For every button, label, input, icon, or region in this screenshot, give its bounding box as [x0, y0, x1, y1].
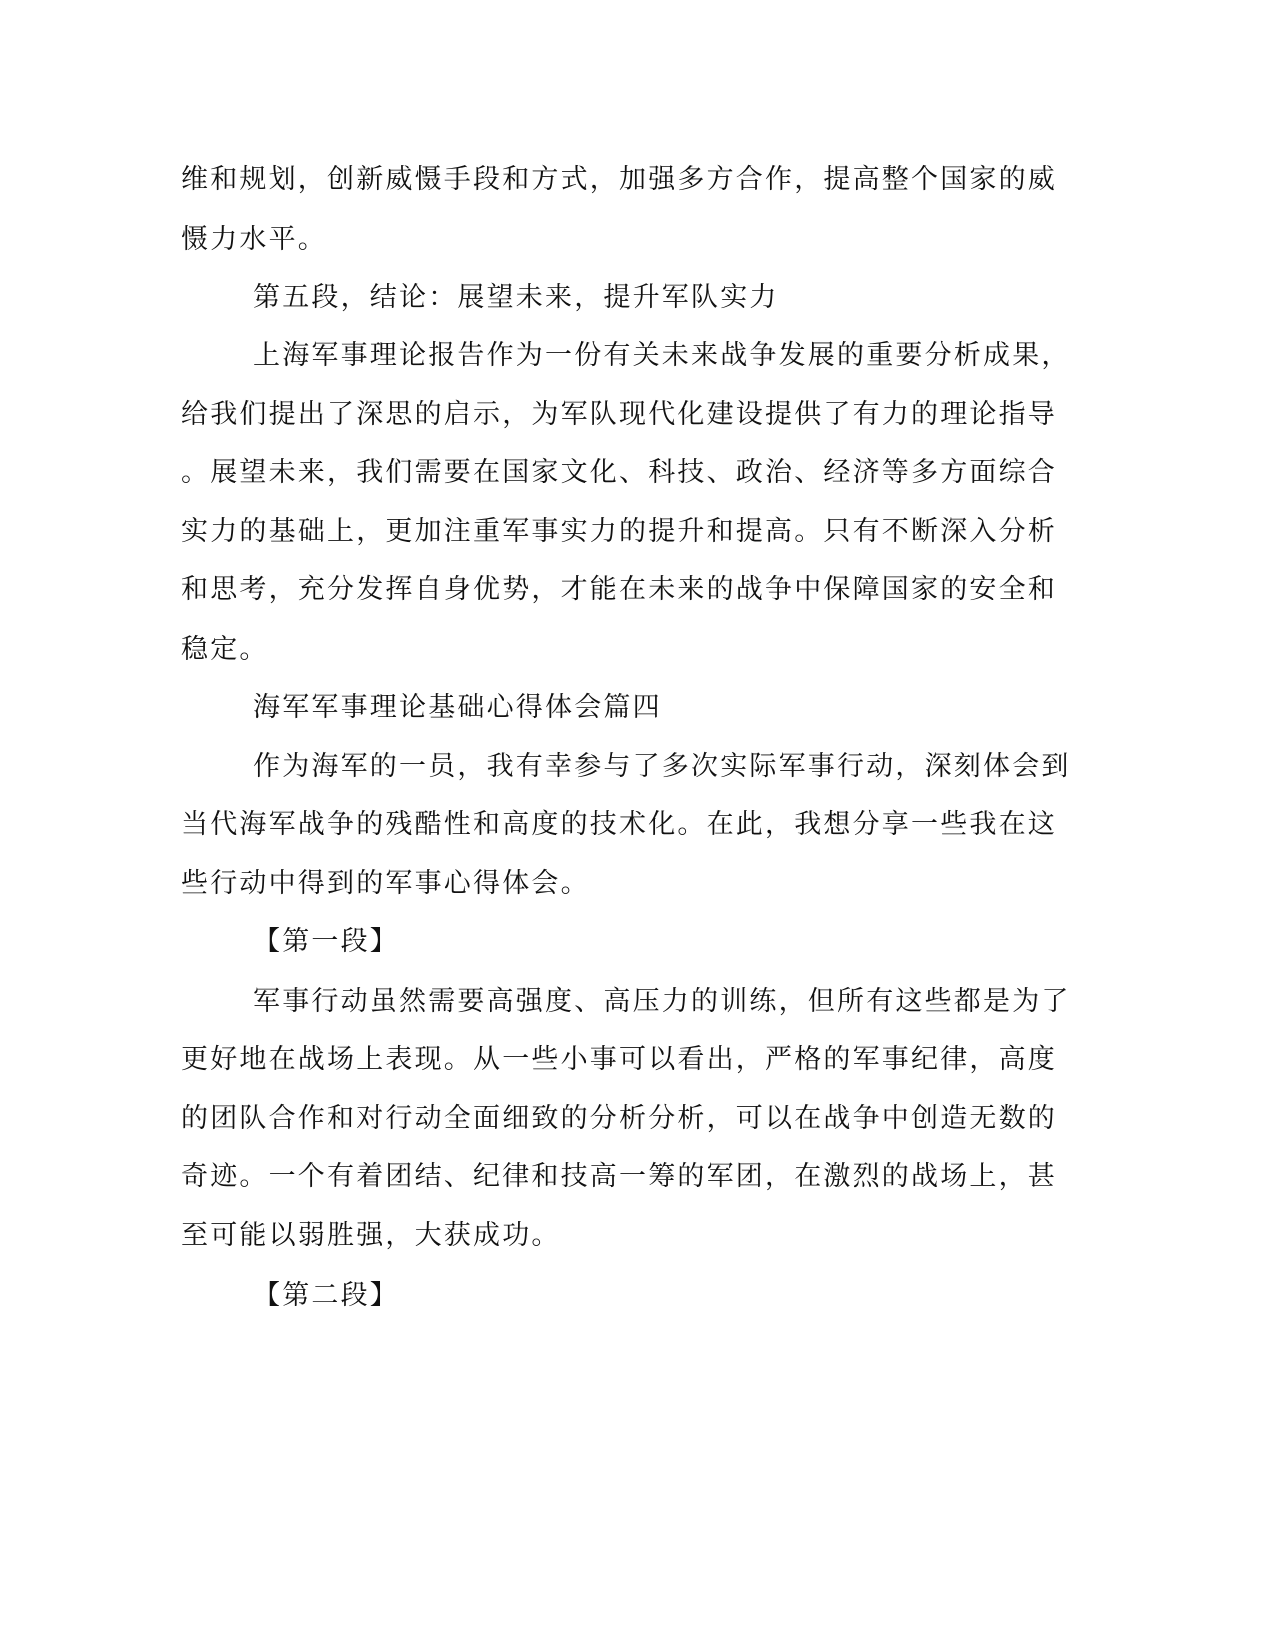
section-marker: 【第二段】: [253, 1280, 399, 1311]
paragraph-line: 作为海军的一员，我有幸参与了多次实际军事行动，深刻体会到: [253, 751, 1071, 782]
paragraph-line: 军事行动虽然需要高强度、高压力的训练，但所有这些都是为了: [253, 986, 1071, 1017]
paragraph-line: 稳定。: [181, 634, 269, 665]
paragraph-line: 给我们提出了深思的启示，为军队现代化建设提供了有力的理论指导: [181, 399, 1057, 430]
paragraph-line: 些行动中得到的军事心得体会。: [181, 868, 590, 899]
paragraph-line: 当代海军战争的残酷性和高度的技术化。在此，我想分享一些我在这: [181, 809, 1057, 840]
paragraph-line: 至可能以弱胜强，大获成功。: [181, 1220, 561, 1251]
paragraph-line: 的团队合作和对行动全面细致的分析分析，可以在战争中创造无数的: [181, 1103, 1057, 1134]
paragraph-line: 和思考，充分发挥自身优势，才能在未来的战争中保障国家的安全和: [181, 574, 1057, 605]
paragraph-line: 。展望未来，我们需要在国家文化、科技、政治、经济等多方面综合: [181, 457, 1057, 488]
paragraph-line: 实力的基础上，更加注重军事实力的提升和提高。只有不断深入分析: [181, 516, 1057, 547]
paragraph-line: 上海军事理论报告作为一份有关未来战争发展的重要分析成果，: [253, 340, 1071, 371]
article-title: 海军军事理论基础心得体会篇四: [253, 692, 662, 723]
section-marker: 【第一段】: [253, 926, 399, 957]
paragraph-line: 维和规划，创新威慑手段和方式，加强多方合作，提高整个国家的威: [181, 164, 1057, 195]
paragraph-line: 慑力水平。: [181, 224, 327, 255]
paragraph-line: 奇迹。一个有着团结、纪律和技高一筹的军团，在激烈的战场上，甚: [181, 1161, 1057, 1192]
section-heading: 第五段，结论：展望未来，提升军队实力: [253, 282, 779, 313]
paragraph-line: 更好地在战场上表现。从一些小事可以看出，严格的军事纪律，高度: [181, 1044, 1057, 1075]
